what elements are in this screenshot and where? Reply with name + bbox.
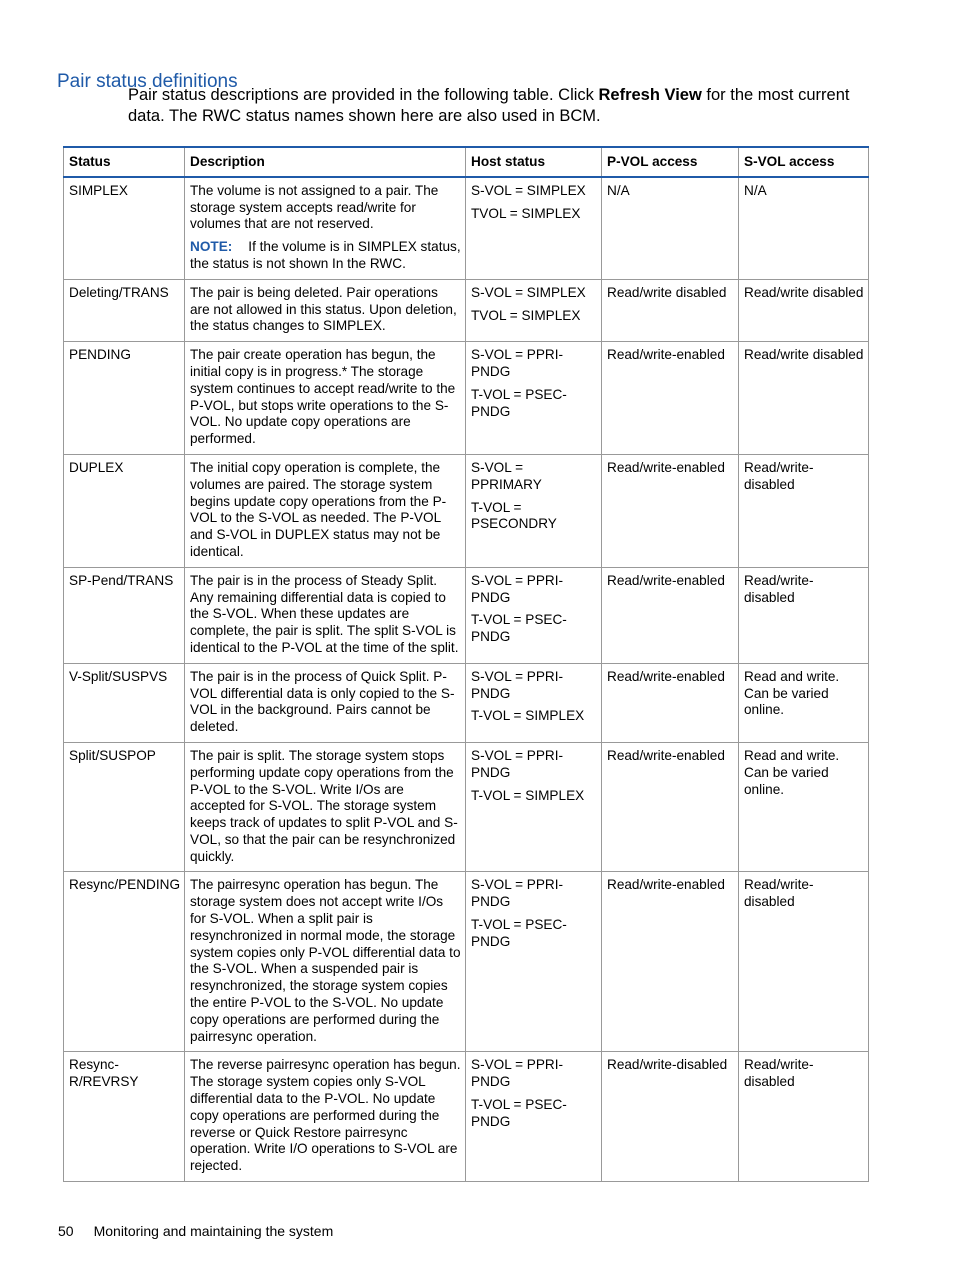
description-cell: The reverse pairresync operation has begun. The storage system copies only S-VOL differential data to the P-VOL. No update copy operations are performed during the reverse or Quick Restore pairresync operation. Write I/O operations to S-VOL are rejected. bbox=[185, 1052, 466, 1182]
table-row bbox=[64, 177, 869, 279]
pvol-access-cell: Read/write-enabled bbox=[602, 872, 739, 1052]
host-status-line: S-VOL = PPRI-PNDG bbox=[471, 572, 564, 605]
host-status-line: T-VOL = PSEC-PNDG bbox=[471, 612, 567, 645]
pvol-access-cell: Read/write-disabled bbox=[602, 1052, 739, 1182]
svol-access-cell: Read/write-disabled bbox=[739, 567, 869, 663]
description-cell: The pair is split. The storage system stops performing update copy operations from the P-VOL to the S-VOL. Write I/Os are accepted for S-VOL. The storage system keeps track of updates to split P-VOL and S-VOL, so that the pair can be resynchronized quickly. bbox=[185, 742, 466, 872]
column-header-description: Description bbox=[185, 147, 466, 177]
column-header-svol-access: S-VOL access bbox=[739, 147, 869, 177]
host-status-cell bbox=[466, 279, 602, 341]
svol-access-cell: N/A bbox=[739, 177, 869, 279]
pvol-access-cell: Read/write-enabled bbox=[602, 663, 739, 742]
page-number: 50 bbox=[58, 1223, 74, 1239]
intro-text-after: for the most current data. The RWC status names shown here are also used in BCM. bbox=[128, 86, 850, 125]
host-status-line: S-VOL = SIMPLEX bbox=[471, 182, 586, 198]
svol-access-cell: Read/write-disabled bbox=[739, 454, 869, 567]
status-cell: V-Split/SUSPVS bbox=[64, 663, 185, 742]
description-cell: The pair is being deleted. Pair operations are not allowed in this status. Upon deletion, the status changes to SIMPLEX. bbox=[185, 279, 466, 341]
pvol-access-cell: Read/write disabled bbox=[602, 279, 739, 341]
column-header-host-status: Host status bbox=[466, 147, 602, 177]
status-cell: PENDING bbox=[64, 342, 185, 455]
column-header-pvol-access: P-VOL access bbox=[602, 147, 739, 177]
status-cell: Resync-R/REVRSY bbox=[64, 1052, 185, 1182]
table-row bbox=[64, 454, 869, 567]
intro-text-before: Pair status descriptions are provided in the following table. Click bbox=[128, 86, 599, 104]
status-cell: Resync/PENDING bbox=[64, 872, 185, 1052]
description-cell: The pair is in the process of Steady Split. Any remaining differential data is copied to the S-VOL. When these updates are complete, the pair is split. The split S-VOL is identical to the P-VOL at the time of the split. bbox=[185, 567, 466, 663]
note-label: NOTE: bbox=[190, 239, 233, 255]
status-cell: Deleting/TRANS bbox=[64, 279, 185, 341]
description-cell: The pairresync operation has begun. The storage system does not accept write I/Os for S-VOL. When a split pair is resynchronized in normal mode, the storage system copies only P-VOL differential data to the S-VOL. When a suspended pair is resynchronized, the storage system copies the entire P-VOL to the S-VOL. No update copy operations are performed during the pairresync operation. bbox=[185, 872, 466, 1052]
status-cell: SIMPLEX bbox=[64, 177, 185, 279]
status-cell: SP-Pend/TRANS bbox=[64, 567, 185, 663]
table-row bbox=[64, 279, 869, 341]
pvol-access-cell: Read/write-enabled bbox=[602, 567, 739, 663]
table-header-row bbox=[64, 147, 869, 177]
host-status-line: T-VOL = PSEC-PNDG bbox=[471, 1097, 567, 1129]
host-status-line: S-VOL = PPRI-PNDG bbox=[471, 877, 564, 910]
pvol-access-cell: Read/write-enabled bbox=[602, 742, 739, 872]
svol-access-cell: Read/write-disabled bbox=[739, 1052, 869, 1182]
host-status-line: S-VOL = PPRI-PNDG bbox=[471, 347, 564, 379]
footer-section-title: Monitoring and maintaining the system bbox=[93, 1223, 334, 1239]
host-status-cell bbox=[466, 663, 602, 742]
host-status-cell bbox=[466, 454, 602, 567]
host-status-cell bbox=[466, 342, 602, 455]
note bbox=[190, 239, 461, 273]
status-cell: DUPLEX bbox=[64, 454, 185, 567]
table-row bbox=[64, 663, 869, 742]
host-status-line: S-VOL = PPRI-PNDG bbox=[471, 668, 564, 701]
refresh-view-label: Refresh View bbox=[598, 86, 702, 104]
pvol-access-cell: N/A bbox=[602, 177, 739, 279]
table-row bbox=[64, 1052, 869, 1182]
host-status-cell bbox=[466, 742, 602, 872]
pvol-access-cell: Read/write-enabled bbox=[602, 454, 739, 567]
description-cell: The initial copy operation is complete, the volumes are paired. The storage system begins update copy operations from the P-VOL to the S-VOL as needed. The P-VOL and S-VOL in DUPLEX status may not be identical. bbox=[185, 454, 466, 567]
host-status-line: S-VOL = PPRIMARY bbox=[471, 459, 542, 492]
svol-access-cell: Read/write-disabled bbox=[739, 872, 869, 1052]
host-status-line: S-VOL = PPRI-PNDG bbox=[471, 1057, 564, 1090]
svol-access-cell: Read and write. Can be varied online. bbox=[739, 742, 869, 872]
host-status-line: S-VOL = SIMPLEX bbox=[471, 284, 586, 300]
status-cell: Split/SUSPOP bbox=[64, 742, 185, 872]
host-status-line: T-VOL = PSECONDRY bbox=[471, 499, 557, 532]
pvol-access-cell: Read/write-enabled bbox=[602, 342, 739, 455]
note-text: If the volume is in SIMPLEX status, the status is not shown In the RWC. bbox=[190, 239, 461, 271]
host-status-line: T-VOL = PSEC-PNDG bbox=[471, 386, 567, 419]
description-text: The volume is not assigned to a pair. The storage system accepts read/write for volumes that are not reserved. bbox=[190, 182, 439, 232]
column-header-status: Status bbox=[64, 147, 185, 177]
host-status-cell bbox=[466, 872, 602, 1052]
table-row bbox=[64, 342, 869, 455]
page-footer bbox=[58, 1223, 333, 1239]
svol-access-cell: Read/write disabled bbox=[739, 342, 869, 455]
host-status-cell bbox=[466, 1052, 602, 1182]
pair-status-table bbox=[63, 146, 869, 1182]
host-status-cell bbox=[466, 177, 602, 279]
host-status-cell bbox=[466, 567, 602, 663]
host-status-line: S-VOL = PPRI-PNDG bbox=[471, 747, 564, 780]
host-status-line: T-VOL = SIMPLEX bbox=[471, 787, 585, 803]
svol-access-cell: Read and write. Can be varied online. bbox=[739, 663, 869, 742]
table-row bbox=[64, 567, 869, 663]
description-cell: The pair is in the process of Quick Split. P-VOL differential data is only copied to the S-VOL in the background. Pairs cannot be deleted. bbox=[185, 663, 466, 742]
description-cell: The pair create operation has begun, the initial copy is in progress.* The storage system continues to accept read/write to the P-VOL, but stops write operations to the S-VOL. No update copy operations are performed. bbox=[185, 342, 466, 455]
table-row bbox=[64, 872, 869, 1052]
host-status-line: TVOL = SIMPLEX bbox=[471, 307, 581, 323]
intro-paragraph bbox=[128, 85, 868, 127]
host-status-line: TVOL = SIMPLEX bbox=[471, 205, 581, 221]
table-row bbox=[64, 742, 869, 872]
section-heading: Pair status definitions bbox=[57, 70, 238, 92]
host-status-line: T-VOL = SIMPLEX bbox=[471, 708, 585, 724]
svol-access-cell: Read/write disabled bbox=[739, 279, 869, 341]
host-status-line: T-VOL = PSEC-PNDG bbox=[471, 917, 567, 949]
description-cell bbox=[185, 177, 466, 279]
